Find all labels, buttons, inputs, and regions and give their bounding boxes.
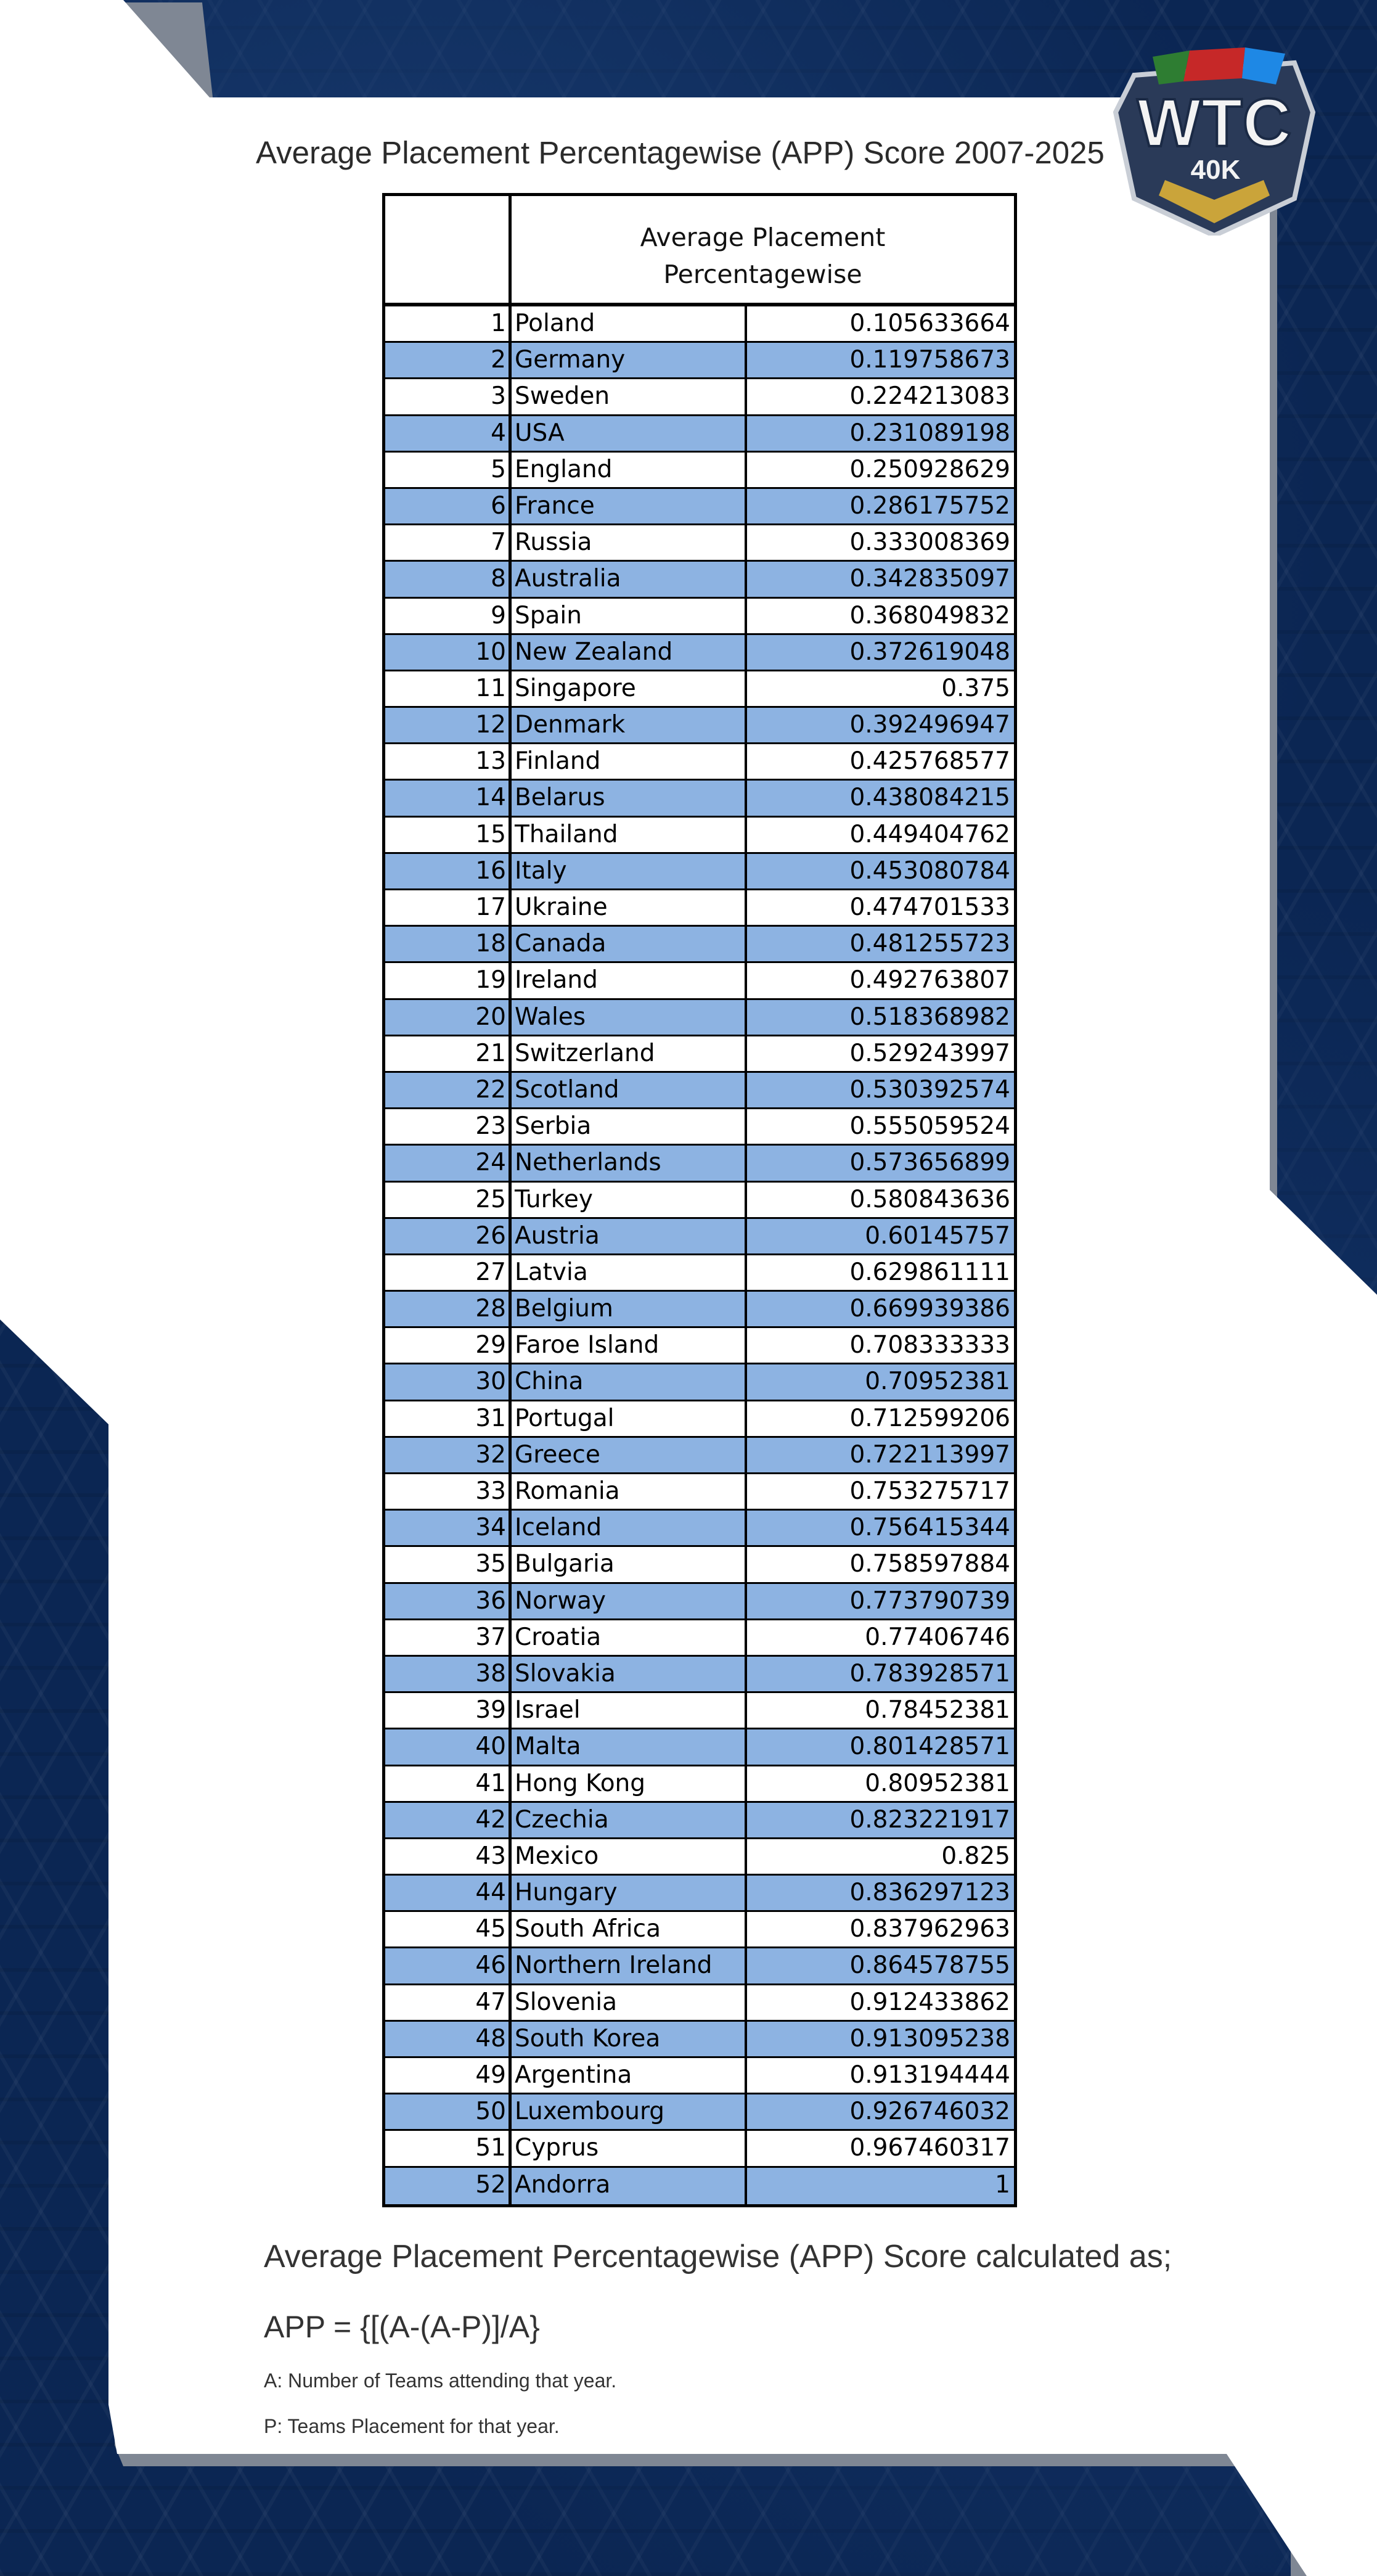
score-cell: 0.250928629 — [849, 455, 1010, 483]
country-cell: Andorra — [512, 2168, 747, 2204]
score-cell: 1 — [995, 2170, 1010, 2199]
score-cell: 0.286175752 — [849, 491, 1010, 520]
country-cell: Portugal — [512, 1401, 747, 1436]
score-cell: 0.368049832 — [849, 601, 1010, 630]
rank-cell: 39 — [385, 1693, 512, 1728]
table-row — [385, 1657, 1014, 1693]
rank-cell: 45 — [385, 1912, 512, 1946]
country-cell: Norway — [512, 1584, 747, 1618]
page-title: Average Placement Percentagewise (APP) Score 2007-2025 — [256, 135, 1105, 170]
score-cell: 0.926746032 — [849, 2098, 1010, 2126]
table-row — [385, 1000, 1014, 1036]
rank-cell: 40 — [385, 1729, 512, 1764]
rank-cell: 41 — [385, 1766, 512, 1801]
table-row — [385, 1985, 1014, 2022]
rank-cell: 18 — [385, 927, 512, 961]
score-cell: 0.333008369 — [849, 528, 1010, 557]
score-cell: 0.555059524 — [849, 1112, 1010, 1141]
country-cell: Czechia — [512, 1803, 747, 1837]
table-row — [385, 2058, 1014, 2094]
rank-cell: 36 — [385, 1584, 512, 1618]
rank-cell: 42 — [385, 1803, 512, 1837]
table-row — [385, 1620, 1014, 1657]
country-cell: Serbia — [512, 1109, 747, 1144]
table-row — [385, 1255, 1014, 1292]
score-cell: 0.342835097 — [849, 565, 1010, 593]
score-cell: 0.580843636 — [849, 1185, 1010, 1213]
table-row — [385, 1438, 1014, 1474]
table-row — [385, 416, 1014, 453]
rank-cell: 50 — [385, 2094, 512, 2129]
header-rank-cell — [385, 196, 512, 303]
table-header — [385, 196, 1014, 306]
table-row — [385, 781, 1014, 817]
app-score-table — [382, 193, 1017, 2207]
rank-cell: 26 — [385, 1219, 512, 1253]
table-row — [385, 671, 1014, 708]
table-row — [385, 1511, 1014, 1547]
rank-cell: 21 — [385, 1036, 512, 1071]
rank-cell: 14 — [385, 781, 512, 815]
table-row — [385, 1109, 1014, 1146]
score-cell: 0.573656899 — [849, 1149, 1010, 1177]
country-cell: New Zealand — [512, 635, 747, 670]
country-cell: Sweden — [512, 379, 747, 414]
table-row — [385, 1803, 1014, 1839]
table-row — [385, 1912, 1014, 1948]
rank-cell: 28 — [385, 1292, 512, 1326]
note-p: P: Teams Placement for that year. — [264, 2415, 560, 2437]
table-row — [385, 1292, 1014, 1328]
rank-cell: 29 — [385, 1328, 512, 1363]
rank-cell: 5 — [385, 453, 512, 487]
rank-cell: 3 — [385, 379, 512, 414]
country-cell: Switzerland — [512, 1036, 747, 1071]
score-cell: 0.753275717 — [849, 1477, 1010, 1505]
score-cell: 0.529243997 — [849, 1039, 1010, 1067]
rank-cell: 2 — [385, 343, 512, 377]
rank-cell: 23 — [385, 1109, 512, 1144]
score-cell: 0.78452381 — [865, 1696, 1010, 1725]
country-cell: Faroe Island — [512, 1328, 747, 1363]
score-cell: 0.722113997 — [849, 1440, 1010, 1469]
wtc-logo — [1109, 38, 1319, 236]
score-cell: 0.453080784 — [849, 856, 1010, 885]
score-cell: 0.375 — [941, 674, 1010, 702]
score-cell: 0.758597884 — [849, 1550, 1010, 1578]
rank-cell: 51 — [385, 2131, 512, 2165]
score-cell: 0.708333333 — [849, 1331, 1010, 1360]
score-cell: 0.825 — [941, 1842, 1010, 1870]
country-cell: Denmark — [512, 708, 747, 742]
rank-cell: 47 — [385, 1985, 512, 2020]
rank-cell: 25 — [385, 1183, 512, 1217]
rank-cell: 24 — [385, 1146, 512, 1180]
formula-intro: Average Placement Percentagewise (APP) Score calculated as; — [264, 2239, 1172, 2275]
table-row — [385, 1146, 1014, 1182]
table-row — [385, 599, 1014, 635]
table-row — [385, 1876, 1014, 1912]
rank-cell: 49 — [385, 2058, 512, 2093]
header-line-1: Average Placement — [640, 222, 886, 252]
rank-cell: 11 — [385, 671, 512, 706]
country-cell: Greece — [512, 1438, 747, 1472]
table-row — [385, 1036, 1014, 1073]
score-cell: 0.105633664 — [849, 310, 1010, 337]
rank-cell: 9 — [385, 599, 512, 633]
rank-cell: 46 — [385, 1948, 512, 1983]
rank-cell: 10 — [385, 635, 512, 670]
table-row — [385, 1729, 1014, 1766]
country-cell: Hong Kong — [512, 1766, 747, 1801]
country-cell: Mexico — [512, 1839, 747, 1874]
rank-cell: 33 — [385, 1474, 512, 1509]
country-cell: Slovakia — [512, 1657, 747, 1691]
country-cell: France — [512, 489, 747, 523]
score-cell: 0.492763807 — [849, 966, 1010, 995]
table-row — [385, 890, 1014, 927]
country-cell: Poland — [512, 306, 747, 341]
score-cell: 0.530392574 — [849, 1075, 1010, 1104]
table-row — [385, 744, 1014, 781]
score-cell: 0.773790739 — [849, 1586, 1010, 1615]
score-cell: 0.518368982 — [849, 1003, 1010, 1031]
table-row — [385, 1401, 1014, 1438]
logo-sub-text: 40K — [1190, 155, 1241, 185]
score-cell: 0.783928571 — [849, 1659, 1010, 1688]
country-cell: Hungary — [512, 1876, 747, 1910]
country-cell: Singapore — [512, 671, 747, 706]
score-cell: 0.629861111 — [849, 1258, 1010, 1286]
table-row — [385, 489, 1014, 525]
score-cell: 0.70952381 — [865, 1368, 1010, 1396]
score-cell: 0.392496947 — [849, 711, 1010, 739]
table-row — [385, 525, 1014, 562]
rank-cell: 31 — [385, 1401, 512, 1436]
score-cell: 0.669939386 — [849, 1295, 1010, 1323]
country-cell: Bulgaria — [512, 1547, 747, 1581]
formula: APP = {[(A-(A-P)]/A} — [264, 2310, 540, 2344]
country-cell: Ireland — [512, 963, 747, 998]
country-cell: Slovenia — [512, 1985, 747, 2020]
country-cell: Israel — [512, 1693, 747, 1728]
country-cell: Russia — [512, 525, 747, 560]
rank-cell: 15 — [385, 818, 512, 852]
table-row — [385, 927, 1014, 963]
score-cell: 0.864578755 — [849, 1951, 1010, 1980]
header-score-cell — [512, 196, 1014, 303]
rank-cell: 37 — [385, 1620, 512, 1655]
note-a: A: Number of Teams attending that year. — [264, 2369, 617, 2392]
country-cell: Iceland — [512, 1511, 747, 1545]
table-body — [385, 306, 1014, 2204]
score-cell: 0.801428571 — [849, 1733, 1010, 1761]
table-row — [385, 1584, 1014, 1620]
rank-cell: 34 — [385, 1511, 512, 1545]
country-cell: Cyprus — [512, 2131, 747, 2165]
table-row — [385, 2022, 1014, 2058]
country-cell: Croatia — [512, 1620, 747, 1655]
table-row — [385, 818, 1014, 854]
rank-cell: 44 — [385, 1876, 512, 1910]
rank-cell: 1 — [385, 306, 512, 341]
rank-cell: 48 — [385, 2022, 512, 2056]
table-row — [385, 2168, 1014, 2204]
score-cell: 0.913194444 — [849, 2061, 1010, 2089]
country-cell: Finland — [512, 744, 747, 779]
country-cell: Austria — [512, 1219, 747, 1253]
score-cell: 0.231089198 — [849, 419, 1010, 447]
rank-cell: 43 — [385, 1839, 512, 1874]
score-cell: 0.449404762 — [849, 820, 1010, 848]
table-row — [385, 1766, 1014, 1803]
table-row — [385, 1474, 1014, 1511]
country-cell: Wales — [512, 1000, 747, 1035]
country-cell: Northern Ireland — [512, 1948, 747, 1983]
country-cell: Latvia — [512, 1255, 747, 1290]
rank-cell: 52 — [385, 2168, 512, 2204]
country-cell: USA — [512, 416, 747, 451]
header-line-2: Percentagewise — [663, 259, 862, 289]
rank-cell: 38 — [385, 1657, 512, 1691]
country-cell: Ukraine — [512, 890, 747, 925]
table-row — [385, 854, 1014, 890]
rank-cell: 13 — [385, 744, 512, 779]
rank-cell: 7 — [385, 525, 512, 560]
score-cell: 0.967460317 — [849, 2134, 1010, 2162]
table-row — [385, 1693, 1014, 1729]
table-row — [385, 1183, 1014, 1219]
country-cell: Belgium — [512, 1292, 747, 1326]
rank-cell: 17 — [385, 890, 512, 925]
table-row — [385, 453, 1014, 489]
logo-main-text: WTC — [1137, 85, 1292, 161]
country-cell: Belarus — [512, 781, 747, 815]
rank-cell: 6 — [385, 489, 512, 523]
score-cell: 0.712599206 — [849, 1404, 1010, 1432]
table-row — [385, 1948, 1014, 1985]
score-cell: 0.60145757 — [865, 1221, 1010, 1250]
rank-cell: 22 — [385, 1073, 512, 1107]
table-row — [385, 343, 1014, 379]
score-cell: 0.474701533 — [849, 893, 1010, 921]
rank-cell: 8 — [385, 562, 512, 596]
rank-cell: 30 — [385, 1364, 512, 1399]
rank-cell: 12 — [385, 708, 512, 742]
rank-cell: 20 — [385, 1000, 512, 1035]
table-row — [385, 635, 1014, 671]
rank-cell: 32 — [385, 1438, 512, 1472]
table-row — [385, 1364, 1014, 1401]
country-cell: South Korea — [512, 2022, 747, 2056]
score-cell: 0.372619048 — [849, 638, 1010, 666]
rank-cell: 4 — [385, 416, 512, 451]
score-cell: 0.481255723 — [849, 930, 1010, 958]
country-cell: Malta — [512, 1729, 747, 1764]
rank-cell: 35 — [385, 1547, 512, 1581]
table-row — [385, 708, 1014, 744]
score-cell: 0.438084215 — [849, 784, 1010, 812]
table-row — [385, 1839, 1014, 1876]
country-cell: Scotland — [512, 1073, 747, 1107]
country-cell: South Africa — [512, 1912, 747, 1946]
country-cell: Romania — [512, 1474, 747, 1509]
table-row — [385, 2094, 1014, 2131]
country-cell: Australia — [512, 562, 747, 596]
score-cell: 0.77406746 — [865, 1623, 1010, 1651]
country-cell: China — [512, 1364, 747, 1399]
table-row — [385, 1328, 1014, 1364]
country-cell: Argentina — [512, 2058, 747, 2093]
table-row — [385, 2131, 1014, 2167]
score-cell: 0.912433862 — [849, 1988, 1010, 2016]
country-cell: Netherlands — [512, 1146, 747, 1180]
score-cell: 0.913095238 — [849, 2024, 1010, 2053]
country-cell: Luxembourg — [512, 2094, 747, 2129]
rank-cell: 27 — [385, 1255, 512, 1290]
score-cell: 0.836297123 — [849, 1879, 1010, 1907]
score-cell: 0.756415344 — [849, 1514, 1010, 1542]
country-cell: Turkey — [512, 1183, 747, 1217]
country-cell: Canada — [512, 927, 747, 961]
score-cell: 0.425768577 — [849, 747, 1010, 776]
country-cell: Italy — [512, 854, 747, 888]
country-cell: Thailand — [512, 818, 747, 852]
table-row — [385, 379, 1014, 416]
table-row — [385, 1073, 1014, 1109]
score-cell: 0.823221917 — [849, 1805, 1010, 1834]
table-row — [385, 1219, 1014, 1255]
score-cell: 0.837962963 — [849, 1915, 1010, 1943]
rank-cell: 16 — [385, 854, 512, 888]
table-row — [385, 963, 1014, 999]
table-row — [385, 306, 1014, 343]
score-cell: 0.119758673 — [849, 346, 1010, 374]
score-cell: 0.224213083 — [849, 382, 1010, 411]
rank-cell: 19 — [385, 963, 512, 998]
table-row — [385, 562, 1014, 598]
country-cell: Germany — [512, 343, 747, 377]
table-row — [385, 1547, 1014, 1583]
country-cell: England — [512, 453, 747, 487]
score-cell: 0.80952381 — [865, 1769, 1010, 1797]
country-cell: Spain — [512, 599, 747, 633]
